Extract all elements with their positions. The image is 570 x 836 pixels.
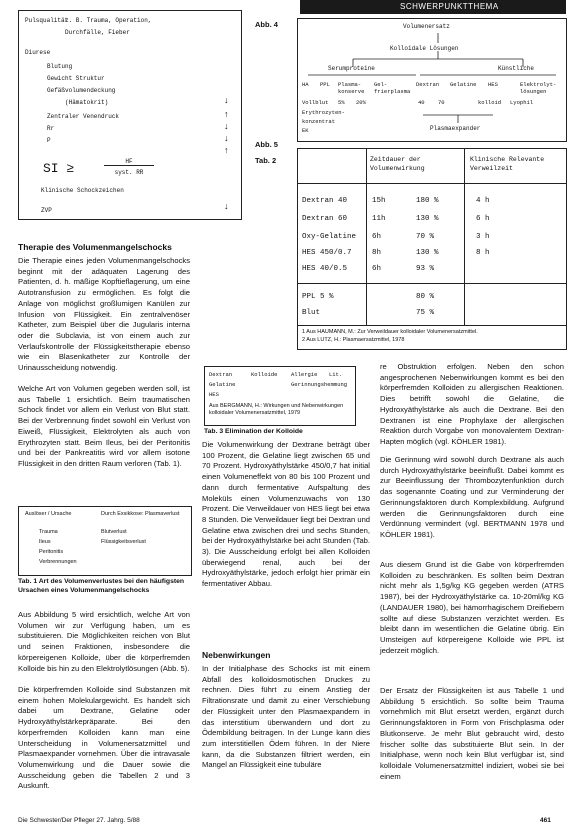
tree-value-4: kolloid: [478, 99, 502, 106]
side-label-3: EK: [302, 127, 309, 134]
tree-item-2: Plasma-: [338, 81, 362, 88]
fig1-label-0: Pulsqualität: [25, 17, 69, 24]
fig1-text-8: Rr: [47, 125, 55, 132]
col2-heading: Nebenwirkungen: [202, 650, 271, 660]
tab2-row-stay: 4 h: [476, 197, 490, 205]
tab1-header: Durch Exsikkose: Plasmaverlust: [101, 511, 180, 517]
tab2-row-vol: 130 %: [416, 215, 439, 223]
tab2-row-vol: 180 %: [416, 197, 439, 205]
tab1-caption: Tab. 1 Art des Volumenverlustes bei den häufigsten Ursachen eines Volumenmangelschocks: [18, 578, 185, 594]
fig1-text-3: Blutung: [47, 63, 73, 70]
page-number: 461: [540, 817, 551, 824]
tab2-divider: [366, 149, 367, 325]
tree-level2: Kolloidale Lösungen: [390, 45, 459, 52]
figure-volume-tree: [297, 18, 567, 142]
tab3-cell: Gerinnungshemmung: [291, 381, 348, 388]
tab3-cell: Gelatine: [209, 381, 236, 388]
tab1-cell: Peritonitis: [39, 549, 64, 555]
tab2-footnote: 2 Aus LUTZ, H.: Plasmaersatzmittel, 1978: [302, 337, 405, 343]
tab3-cell: Dextran: [209, 371, 233, 378]
col2-paragraph: Die Volumenwirkung der Dextrane beträgt über 100 Prozent, die Gelatine liegt zwischen 65 und 70 Prozent. Hydroxyäthylstärke 450/0,7 hat initial einen Volumeneffekt von 80 bis 100 Prozent und dann durch fermentative Aufspaltung des Moleküls einen Volumenzuwachs von 130 Prozent. Die Verweildauer von HES liegt bei etwa 8 Stunden. Die Verweildauer liegt bei Dextran und Gelatine etwa zwischen drei und sechs Stunden, bei der Hydroxyäthylstärke bei acht Stunden (Tab. 3). Die Ausscheidung erfolgt bei allen Kolloiden überwiegend renal, auch bei der Hydroxyäthylstärke, jedoch erfolgt hier primär ein fermentativer Abbau.: [202, 440, 371, 589]
tree-value-3: 70: [438, 99, 445, 106]
col3-paragraph: Aus diesem Grund ist die Gabe von körperfremden Kolloiden zu beschränken. Es sollten beim Dextran nicht mehr als 1,5g/kg KG gegeben werden (ATRS 1987), bei der Hydroxyäthylstärke ca. 10-20ml/kg KG (LANDAUER 1980), bei hämorrhagischem Dreifiebern sollte auf diese Substanzen verzichtet werden. Es bleibt dann im wesentlichen die Gelatine übrig. Ein Umsteigen auf körpereigene Kolloide wie PPL ist jederzeit möglich.: [380, 560, 564, 655]
fig1-note: Klinische Schockzeichen: [41, 187, 124, 194]
arrow-up-icon: ↑: [224, 109, 229, 119]
tab3-source: Aus BERGMANN, H.: Wirkungen und Nebenwirkungen kolloidaler Volumenersatzmittel, 1979: [209, 403, 344, 416]
fig1-text-4: Gewicht Struktur: [47, 75, 105, 82]
fig1-text-7: Zentraler Venendruck: [47, 113, 120, 120]
formula-lhs: SI ≥: [43, 161, 75, 176]
tab1-cell: Blutverlust: [101, 529, 127, 535]
abb5-label: Abb. 5: [255, 140, 278, 149]
tree-item2-7: lösungen: [520, 88, 547, 95]
tree-item-3: Gel-: [374, 81, 388, 88]
tree-item2-3: frierplasma: [374, 88, 411, 95]
arrow-down-icon: ↓: [224, 133, 229, 143]
tab2-divider: [464, 149, 465, 325]
col3-paragraph: re Obstruktion erfolgen. Neben den schon angesprochenen Nebenwirkungen kommt es bei den körperfremden Kolloiden zu allergischen Reaktionen. Dies betrifft sowohl die Gelatine, die Hydroxyäthylstärke als auch die Dextrane. Bei den Dextranen ist eine Prophylaxe der allergischen Reaktion durch Vorgabe von monovalentem Dextran-Hapten möglich (vgl. KÖHLER 1981).: [380, 362, 564, 446]
side-label-0: Vollblut: [302, 99, 329, 106]
footer-journal: Die Schwester/Der Pfleger 27. Jahrg. 5/88: [18, 817, 140, 824]
arrow-down-icon: ↓: [224, 121, 229, 131]
table-1: [18, 506, 192, 576]
tree-bottom: Plasmaexpander: [430, 125, 481, 132]
tree-item-0: HA: [302, 81, 309, 88]
col1-paragraph: Die Therapie eines jeden Volumenmangelschocks beginnt mit der adäquaten Lagerung des Patienten, d. h. mäßige Kopftieflagerung, um eine Autotransfusion zu ermöglichen. Es folgt die Anlage von möglichst großlumigen Kanülen zur Infusion von Flüssigkeit. Ein zentralvenöser Katheter, zum Beispiel über die Jugularis interna oder die Subclavia, ist von einem auch zur Verlaufskontrolle der Flüssigkeitstherapie ebenso wie ein Blasenkatheter zur Kontrolle der Urinausscheidung notwendig.: [18, 256, 190, 373]
tab2-row-vol: 93 %: [416, 265, 435, 273]
tab2-row-time: 11h: [372, 215, 386, 223]
col1-paragraph: Welche Art von Volumen gegeben werden soll, ist aus Tabelle 1 ersichtlich. Beim traumatischen Schock findet vor allem ein Verlust von Blut statt. Bei der Verbrennung findet sowohl ein Verlust von Eiweiß, Flüssigkeit, Elektrolyten als auch von Erythrozyten statt. Beim Ileus, bei der Peritonitis und bei der Pankreatitis wird vor allem isotone Flüssigkeit in den dritten Raum verloren (Tab. 1).: [18, 384, 190, 468]
fig1-text-5: Gefäßvolumendeckung: [47, 87, 116, 94]
formula-denominator: syst. RR: [114, 169, 144, 176]
tab3-cell: HES: [209, 391, 219, 398]
tree-item2-2: konserve: [338, 88, 365, 95]
col3-paragraph: Die Gerinnung wird sowohl durch Dextrane als auch durch Hydroxyäthylstärke beeinflußt. Dabei kommt es zur Beeinflussung der Thrombozytenfunktion durch das sogenannte Coating und zur Verminderung der Gerinnungsfaktoren durch Komplexbildung. Aufgrund werden die Gerinnungsfaktoren durch eine Verdünnung vermindert (vgl. BERTMANN 1978 und KÖHLER 1981).: [380, 455, 564, 539]
tab2-col2-header: Klinische Relevante Verweilzeit: [470, 156, 545, 172]
tab2-col1-header: Zeitdauer der Volumenwirkung: [370, 156, 425, 172]
tab2-row-stay: 3 h: [476, 233, 490, 241]
figure-shock-diagram: [18, 10, 242, 220]
tab2-row-time: 15h: [372, 197, 386, 205]
tree-item-7: Elektrolyt-: [520, 81, 557, 88]
tree-value-1: 20%: [356, 99, 366, 106]
section-header-bar: [300, 0, 566, 14]
tree-item-5: Gelatine: [450, 81, 477, 88]
tab3-cell: Kolloide: [251, 371, 278, 378]
tab3-cell: Allergie: [291, 371, 318, 378]
tab2-row2-vol: 75 %: [416, 309, 435, 317]
arrow-down-icon: ↓: [224, 201, 229, 211]
side-label-1: Erythrozyten-: [302, 109, 345, 116]
tree-value-5: Lyophil: [510, 99, 534, 106]
tab2-row-name: Dextran 40: [302, 197, 348, 205]
tab2-rule: [298, 183, 566, 184]
tab1-cell: Flüssigkeitsverlust: [101, 539, 146, 545]
tree-top: Volumenersatz: [403, 23, 450, 30]
tab2-row-name: Dextran 60: [302, 215, 348, 223]
fig1-label-diurese: Diurese: [25, 49, 51, 56]
tab1-cell: Ileus: [39, 539, 51, 545]
arrow-down-icon: ↓: [224, 95, 229, 105]
tab2-row-name: HES 40/0.5: [302, 265, 348, 273]
fig1-text-9: P: [47, 137, 51, 144]
tab3-caption: Tab. 3 Elimination der Kolloide: [204, 428, 303, 435]
tab2-row-name: HES 450/0.7: [302, 249, 352, 257]
fig1-bottom: ZVP: [41, 207, 52, 214]
tree-item-1: PPL: [320, 81, 330, 88]
table-2: [297, 148, 567, 350]
tree-lines: [298, 19, 566, 141]
tab1-header: Auslöser / Ursache: [25, 511, 72, 517]
tab1-cell: Verbrennungen: [39, 559, 77, 565]
table-3: [204, 366, 356, 426]
tab2-row-vol: 70 %: [416, 233, 435, 241]
tab2-footnote: 1 Aus HAUMANN, M.: Zur Verweildauer kolloidaler Volumenersatzmittel.: [302, 329, 478, 335]
tree-item-6: HES: [488, 81, 498, 88]
tab3-cell: Lit.: [329, 371, 343, 378]
fig2-label: Abb. 4: [255, 20, 278, 29]
col1-paragraph: Die körperfremden Kolloide sind Substanzen mit einem hohen Molekulargewicht. Es handelt sich dabei um Dextrane, Gelatine oder Hydroxyäthylstärkepräparate. Bei den körperfremden Kolloiden kann man eine Unterscheidung in Volumenersatzmittel und Plasmaexpander vornehmen. Über die intravasale Volumenwirkung und die Dauer sowie die Ausscheidung geben die Tabellen 2 und 3 Auskunft.: [18, 685, 190, 791]
tab2-row-stay: 8 h: [476, 249, 490, 257]
section-title: SCHWERPUNKTTHEMA: [400, 2, 499, 11]
fig1-text-1: Durchfälle, Fieber: [65, 29, 130, 36]
fig1-text-0: z. B. Trauma, Operation,: [65, 17, 152, 24]
tab1-cell: Trauma: [39, 529, 58, 535]
tab2-row-name: Oxy-Gelatine: [302, 233, 357, 241]
arrow-up-icon: ↑: [224, 145, 229, 155]
tab2-row-vol: 130 %: [416, 249, 439, 257]
tab2-label: Tab. 2: [255, 156, 277, 165]
tree-value-0: 5%: [338, 99, 345, 106]
tab2-rule: [298, 325, 566, 326]
col1-heading: Therapie des Volumenmangelschocks: [18, 242, 172, 252]
tree-branch-right: Künstliche: [498, 65, 535, 72]
tab2-rule: [298, 283, 566, 284]
side-label-2: konzentrat: [302, 118, 336, 125]
tree-branch-left: Serumproteine: [328, 65, 375, 72]
tab2-row2-name: PPL 5 %: [302, 293, 334, 301]
tab2-row2-name: Blut: [302, 309, 321, 317]
fig1-text-6: (Hämatokrit): [65, 99, 109, 106]
tab2-row-time: 6h: [372, 233, 382, 241]
tab2-row2-vol: 80 %: [416, 293, 435, 301]
tree-value-2: 40: [418, 99, 425, 106]
col2-paragraph: In der Initialphase des Schocks ist mit einem Abfall des kolloidosmotischen Druckes zu rechnen. Dies führt zu einem Anstieg der Filtrationsrate und damit zu einer Verschiebung der Flüssigkeit unter den Plasmaexpandern in das interstitium überwandern und dort zu Ödembildung beitragen. In der Lunge kann dies zum interstitiellen Ödem führen. In der Niere kann, da die Substanzen filtriert werden, ein Mangel an Flüssigkeit eine tubuläre: [202, 664, 370, 770]
tab2-row-stay: 6 h: [476, 215, 490, 223]
col1-paragraph: Aus Abbildung 5 wird ersichtlich, welche Art von Volumen wir zur Verfügung haben, um es substituieren. Die Möglichkeiten reichen von Blut und seinen Fraktionen, insbesondere die körpereigenen Kolloide, über die körperfremden Kolloide bis hin zu den Elektrolytlösungen (Abb. 5).: [18, 610, 190, 673]
tab2-row-time: 6h: [372, 265, 382, 273]
formula-numerator: HF: [104, 158, 154, 166]
col3-paragraph: Der Ersatz der Flüssigkeiten ist aus Tabelle 1 und Abbildung 5 ersichtlich. So sollte beim Trauma vornehmlich mit Blut ersetzt werden, ergänzt durch Gerinnungsfaktoren in Form von Frischplasma oder Blutkonserve. Je mehr Blut gebraucht wird, desto frischer sollte das substituierte Blut sein. In der Initialphase, wenn noch kein Blut verfügbar ist, sind kolloidale Volumenersatzmittel indiziert, wobei sie bei einem: [380, 686, 564, 781]
tab2-row-time: 8h: [372, 249, 382, 257]
tree-item-4: Dextran: [416, 81, 440, 88]
